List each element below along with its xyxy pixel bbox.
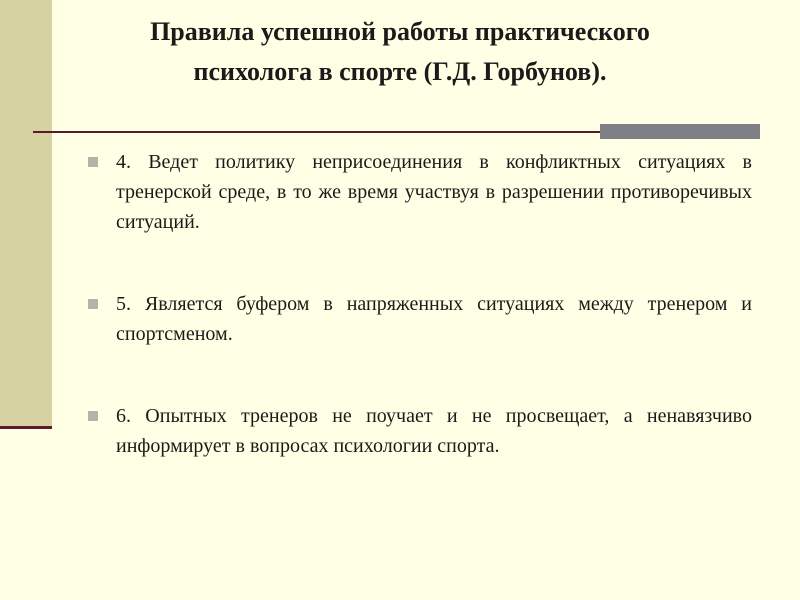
bullet-item-6 [88,401,752,461]
square-bullet-icon [88,411,98,421]
bullet-text: 6. Опытных тренеров не поучает и не просвещает, а ненавязчиво информирует в вопросах психологии спорта. [116,405,752,457]
square-bullet-icon [88,299,98,309]
bullet-item-4 [88,147,752,237]
square-bullet-icon [88,157,98,167]
bullet-text: 4. Ведет политику неприсоединения в конфликтных ситуациях в тренерской среде, в то же время участвуя в разрешении противоречивых ситуаций. [116,151,752,233]
bullet-text: 5. Является буфером в напряженных ситуациях между тренером и спортсменом. [116,293,752,345]
left-decor-line [0,426,52,429]
title-line-2: психолога в спорте (Г.Д. Горбунов). [193,57,607,86]
title-divider-line [33,131,600,133]
title-divider-block [600,124,760,139]
bullet-item-5 [88,289,752,349]
title-line-1: Правила успешной работы практического [150,17,650,46]
left-decor-bar [0,0,52,426]
bullet-list [88,147,752,461]
slide-title [60,12,740,92]
